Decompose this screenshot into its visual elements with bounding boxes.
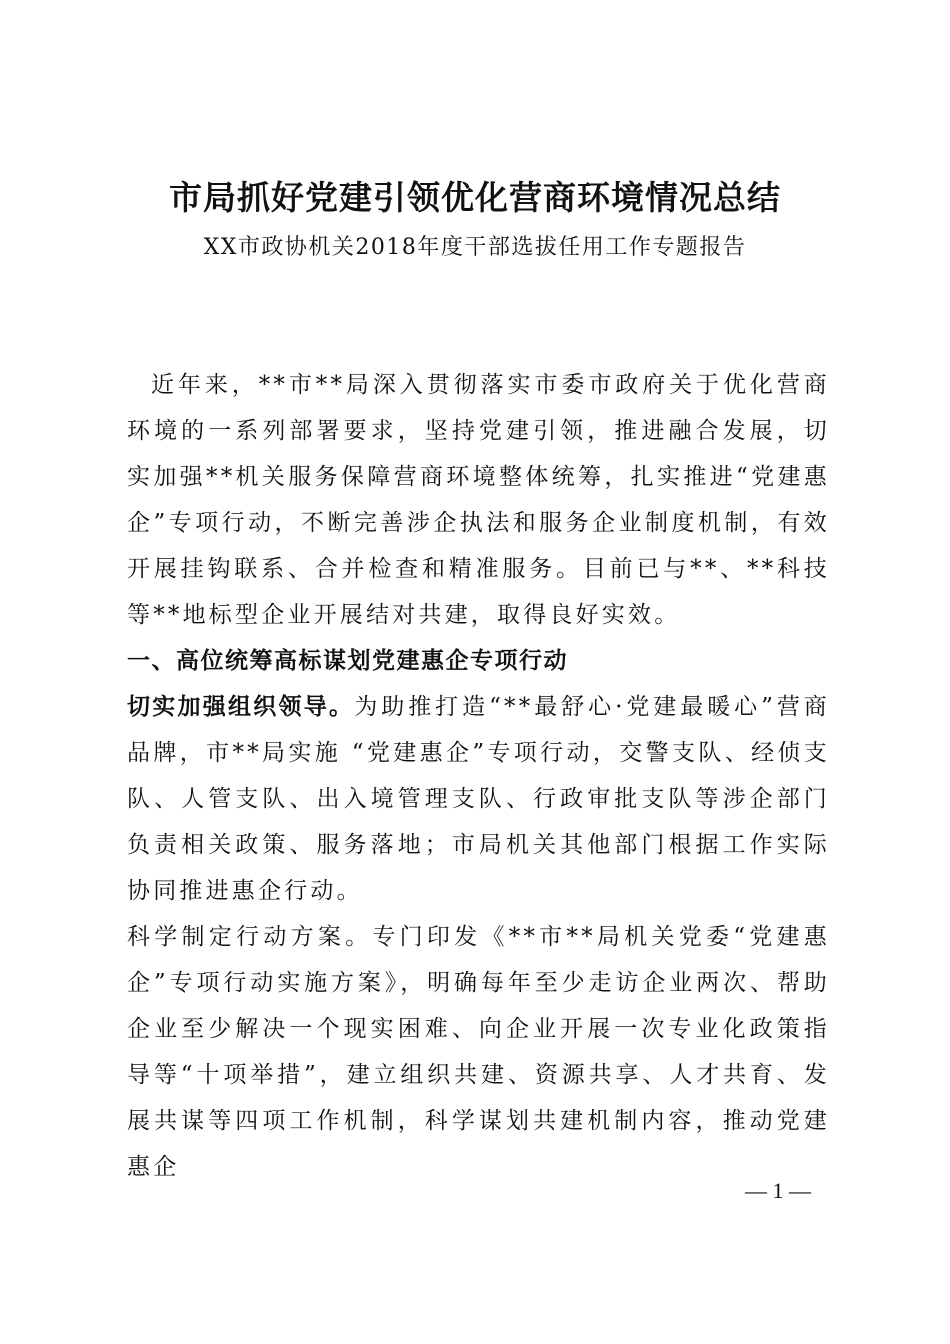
intro-paragraph: 近年来，**市**局深入贯彻落实市委市政府关于优化营商环境的一系列部署要求，坚持党建引领，推进融合发展，切实加强**机关服务保障营商环境整体统筹，扎实推进“党建惠企”专项行动，不断完善涉企执法和服务企业制度机制，有效开展挂钩联系、合并检查和精准服务。目前已与**、**科技等**地标型企业开展结对共建，取得良好实效。 [127,372,830,628]
document-title: 市局抓好党建引领优化营商环境情况总结 [169,178,781,217]
paragraph-lead: 切实加强组织领导。 [127,694,355,720]
document-body [127,362,830,1190]
paragraph-action-plan: 科学制定行动方案。专门印发《**市**局机关党委“党建惠企”专项行动实施方案》，明确每年至少走访企业两次、帮助企业至少解决一个现实困难、向企业开展一次专业化政策指导等“十项举措”，建立组织共建、资源共享、人才共育、发展共谋等四项工作机制，科学谋划共建机制内容，推动党建惠企 [127,924,830,1180]
section-heading: 一、高位统筹高标谋划党建惠企专项行动 [127,648,568,674]
page-number: — 1 — [745,1178,811,1203]
paragraph-text: 为助推打造“**最舒心·党建最暖心”营商品牌，市**局实施 “党建惠企”专项行动，交警支队、经侦支队、人管支队、出入境管理支队、行政审批支队等涉企部门负责相关政策、服务落地；市局机关其他部门根据工作实际协同推进惠企行动。 [127,694,831,904]
document-subtitle: XX市政协机关2018年度干部选拔任用工作专题报告 [203,235,747,260]
paragraph-organization-leadership [127,684,830,914]
